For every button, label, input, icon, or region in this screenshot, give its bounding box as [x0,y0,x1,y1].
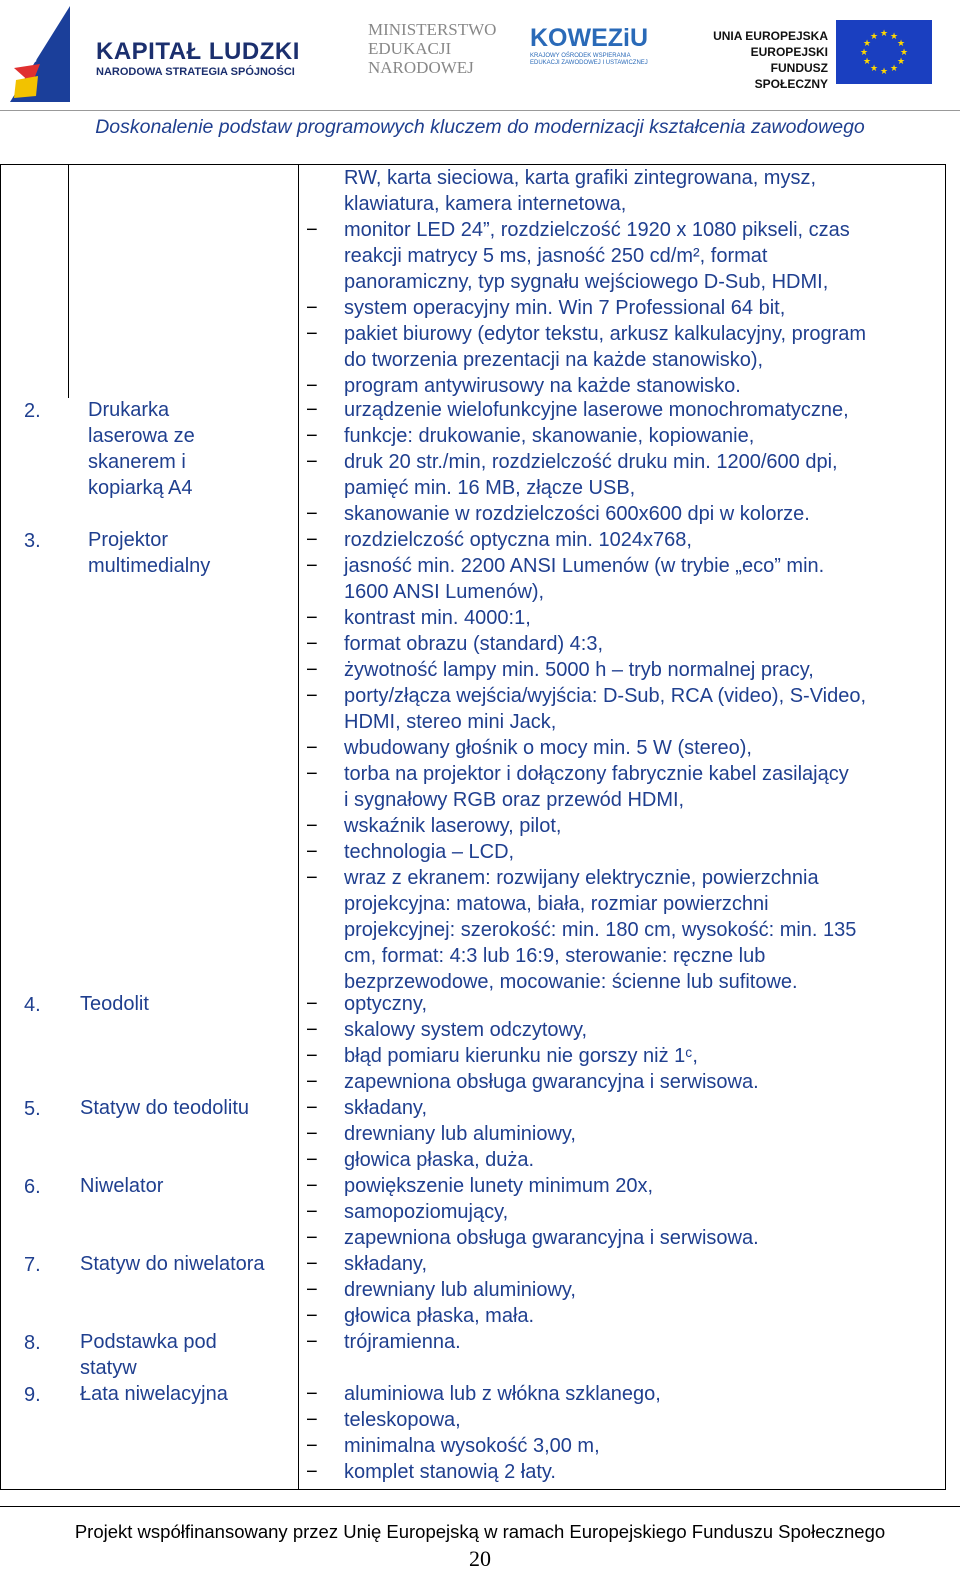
spec-list [306,397,946,527]
spec-item: − żywotność lampy min. 5000 h – tryb normalnej pracy, [306,657,946,683]
spec-item: − wraz z ekranem: rozwijany elektrycznie, powierzchnia [306,865,946,891]
row-number: 9. [24,1384,41,1406]
spec-item: i sygnałowy RGB oraz przewód HDMI, [344,789,685,811]
spec-item: RW, karta sieciowa, karta grafiki zintegrowana, mysz, [344,167,817,189]
spec-item: − druk 20 str./min, rozdzielczość druku min. 1200/600 dpi, [306,449,946,475]
equipment-name: Podstawka pod statyw [80,1331,217,1379]
page-header: Doskonalenie podstaw programowych kluczem do modernizacji kształcenia zawodowego [95,116,865,138]
page-number: 20 [469,1546,491,1571]
spec-item: projekcyjna: matowa, biała, rozmiar powierzchni [344,893,769,915]
kowezu-name: KOWEZiU [530,24,649,52]
svg-text:★: ★ [896,57,906,67]
spec-item: − format obrazu (standard) 4:3, [306,631,946,657]
eu-line: UNIA EUROPEJSKA [713,29,828,43]
spec-item: − skanowanie w rozdzielczości 600x600 dpi w kolorze. [306,501,946,527]
spec-list [306,1329,946,1355]
svg-text:★: ★ [862,57,872,67]
spec-list [306,527,946,995]
spec-item: − drewniany lub aluminiowy, [306,1121,946,1147]
column-divider [298,164,299,1490]
spec-list [306,165,946,399]
spec-list [306,1095,946,1173]
spec-item: − składany, [306,1095,946,1121]
ministry-logo [368,20,496,77]
row-number: 3. [24,530,41,552]
top-rule [0,110,960,111]
equipment-name: Niwelator [80,1175,164,1197]
spec-item: klawiatura, kamera internetowa, [344,193,627,215]
row-number: 7. [24,1254,41,1276]
spec-list [306,1251,946,1329]
spec-item: HDMI, stereo mini Jack, [344,711,557,733]
spec-item: − pakiet biurowy (edytor tekstu, arkusz kalkulacyjny, program [306,321,946,347]
spec-item: − teleskopowa, [306,1407,946,1433]
row-number: 2. [24,400,41,422]
spec-item: cm, format: 4:3 lub 16:9, sterowanie: ręczne lub [344,945,766,967]
ministry-line: NARODOWEJ [368,58,474,77]
kowezu-sub-line: KRAJOWY OŚRODEK WSPIERANIA [530,53,631,59]
spec-item: − komplet stanowią 2 łaty. [306,1459,946,1485]
spec-item: − program antywirusowy na każde stanowisko. [306,373,946,399]
equipment-name: Drukarka laserowa ze skanerem i kopiarką A4 [88,399,195,499]
eu-line: EUROPEJSKI [750,45,828,59]
ministry-line: EDUKACJI [368,39,452,58]
spec-item: − drewniany lub aluminiowy, [306,1277,946,1303]
spec-item: − aluminiowa lub z włókna szklanego, [306,1381,946,1407]
svg-text:★: ★ [879,67,889,77]
spec-item: − kontrast min. 4000:1, [306,605,946,631]
spec-item: − system operacyjny min. Win 7 Professional 64 bit, [306,295,946,321]
column-divider [68,164,69,398]
svg-text:★: ★ [889,64,899,74]
spec-item: − zapewniona obsługa gwarancyjna i serwisowa. [306,1069,946,1095]
spec-item: − głowica płaska, mała. [306,1303,946,1329]
kowezu-sub-line: EDUKACJI ZAWODOWEJ I USTAWICZNEJ [530,60,648,66]
spec-item: − porty/złącza wejścia/wyjścia: D-Sub, RCA (video), S-Video, [306,683,946,709]
spec-item: − skalowy system odczytowy, [306,1017,946,1043]
equipment-name: Teodolit [80,993,149,1015]
logo-bar [0,0,960,112]
svg-text:★: ★ [889,32,899,42]
equipment-name: Łata niwelacyjna [80,1383,228,1405]
spec-item: − rozdzielczość optyczna min. 1024x768, [306,527,946,553]
spec-item: − zapewniona obsługa gwarancyjna i serwisowa. [306,1225,946,1251]
spec-item: − samopoziomujący, [306,1199,946,1225]
spec-item: − funkcje: drukowanie, skanowanie, kopiowanie, [306,423,946,449]
row-number: 8. [24,1332,41,1354]
spec-item: projekcyjnej: szerokość: min. 180 cm, wysokość: min. 135 [344,919,857,941]
spec-item: − błąd pomiaru kierunku nie gorszy niż 1ᶜ, [306,1043,946,1069]
spec-item: − głowica płaska, duża. [306,1147,946,1173]
kowezu-logo [530,24,650,67]
row-number: 5. [24,1098,41,1120]
footer-rule [0,1506,960,1507]
spec-item: 1600 ANSI Lumenów), [344,581,545,603]
svg-text:★: ★ [879,29,889,39]
svg-text:★: ★ [899,48,909,58]
ministry-line: MINISTERSTWO [368,20,497,39]
eu-fund-logo-text [700,28,828,92]
spec-item: − urządzenie wielofunkcyjne laserowe monochromatyczne, [306,397,946,423]
page-footer: Projekt współfinansowany przez Unię Europejską w ramach Europejskiego Funduszu Społecznego [74,1521,886,1542]
svg-text:★: ★ [859,48,869,58]
spec-item: − trójramienna. [306,1329,946,1355]
equipment-name: Statyw do niwelatora [80,1253,265,1275]
equipment-name: Projektor multimedialny [88,529,211,577]
kapital-ludzki-subtitle: NARODOWA STRATEGIA SPÓJNOŚCI [96,66,295,78]
eu-line: FUNDUSZ SPOŁECZNY [754,61,828,91]
row-number: 4. [24,994,41,1016]
equipment-name: Statyw do teodolitu [80,1097,249,1119]
spec-item: reakcji matrycy 5 ms, jasność 250 cd/m², format [344,245,768,267]
spec-item: − powiększenie lunety minimum 20x, [306,1173,946,1199]
spec-item: − wskaźnik laserowy, pilot, [306,813,946,839]
svg-text:★: ★ [869,32,879,42]
spec-item: pamięć min. 16 MB, złącze USB, [344,477,636,499]
kapital-ludzki-logo-icon [10,6,74,102]
spec-item: − torba na projektor i dołączony fabrycznie kabel zasilający [306,761,946,787]
spec-item: do tworzenia prezentacji na każde stanowisko), [344,349,764,371]
spec-list [306,991,946,1095]
spec-item: bezprzewodowe, mocowanie: ścienne lub sufitowe. [344,971,798,993]
spec-item: − technologia – LCD, [306,839,946,865]
row-number: 6. [24,1176,41,1198]
svg-text:★: ★ [896,39,906,49]
spec-item: − składany, [306,1251,946,1277]
spec-item: − wbudowany głośnik o mocy min. 5 W (stereo), [306,735,946,761]
spec-list [306,1381,946,1485]
spec-item: − jasność min. 2200 ANSI Lumenów (w trybie „eco” min. [306,553,946,579]
kapital-ludzki-title: KAPITAŁ LUDZKI [96,38,300,65]
eu-flag-icon [836,20,932,84]
svg-text:★: ★ [869,64,879,74]
spec-item: panoramiczny, typ sygnału wejściowego D-Sub, HDMI, [344,271,829,293]
spec-list [306,1173,946,1251]
spec-item: − optyczny, [306,991,946,1017]
spec-item: − minimalna wysokość 3,00 m, [306,1433,946,1459]
spec-item: − monitor LED 24”, rozdzielczość 1920 x 1080 pikseli, czas [306,217,946,243]
svg-text:★: ★ [862,39,872,49]
